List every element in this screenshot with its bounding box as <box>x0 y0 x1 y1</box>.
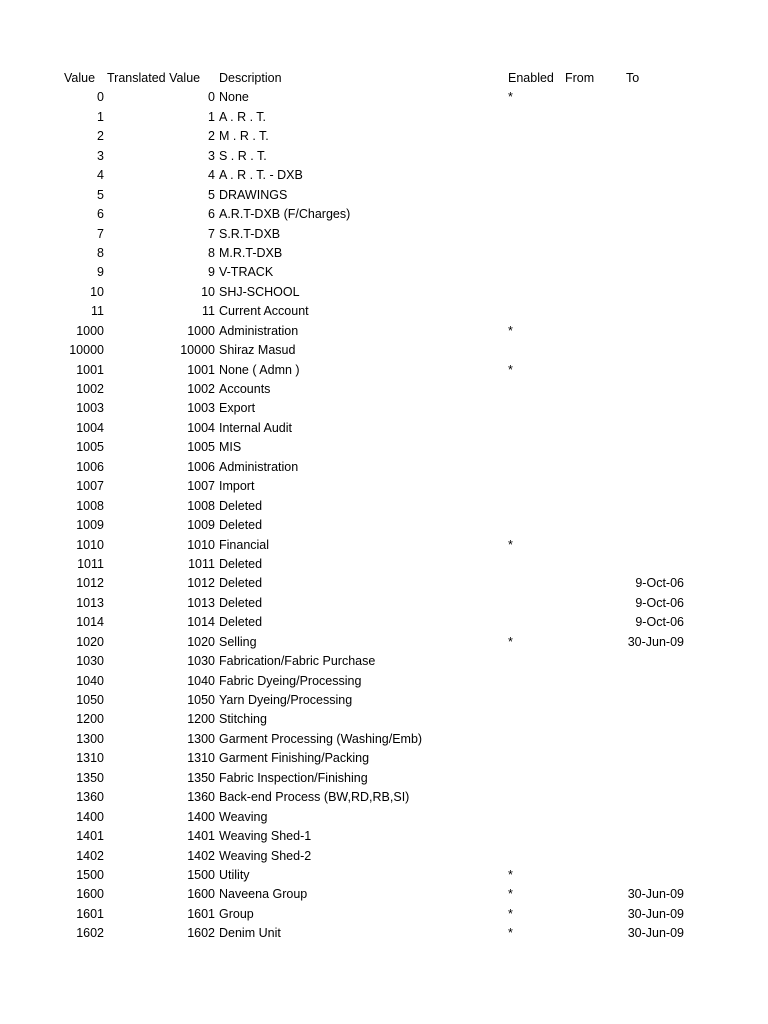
header-value: Value <box>64 71 96 85</box>
cell-enabled: * <box>508 362 513 377</box>
cell-value: 1300 <box>76 731 104 746</box>
cell-value: 1009 <box>76 518 104 533</box>
cell-translated-value: 1013 <box>187 595 215 610</box>
table-row <box>0 808 768 827</box>
cell-value: 1005 <box>76 440 104 455</box>
cell-description: Deleted <box>219 498 263 513</box>
cell-to: 9-Oct-06 <box>635 615 684 630</box>
cell-translated-value: 10 <box>201 284 215 299</box>
cell-enabled: * <box>508 537 513 552</box>
cell-translated-value: 2 <box>208 129 215 144</box>
cell-translated-value: 1020 <box>187 634 215 649</box>
cell-value: 1350 <box>76 770 104 785</box>
cell-description: Fabric Inspection/Finishing <box>219 770 368 785</box>
table-row <box>0 749 768 768</box>
cell-value: 6 <box>97 207 104 222</box>
cell-value: 1601 <box>76 906 104 921</box>
cell-description: Financial <box>219 537 270 552</box>
cell-translated-value: 1000 <box>187 323 215 338</box>
table-row <box>0 672 768 691</box>
table-row <box>0 419 768 438</box>
cell-description: S . R . T. <box>219 148 267 163</box>
cell-value: 10000 <box>69 343 104 358</box>
cell-description: Naveena Group <box>219 887 308 902</box>
cell-translated-value: 1050 <box>187 693 215 707</box>
table-row <box>0 399 768 418</box>
table-row <box>0 108 768 127</box>
cell-translated-value: 9 <box>208 265 215 280</box>
header-row <box>0 69 768 88</box>
cell-translated-value: 1008 <box>187 498 215 513</box>
cell-translated-value: 1012 <box>187 576 215 591</box>
cell-to: 9-Oct-06 <box>635 595 684 610</box>
cell-value: 1602 <box>76 926 104 941</box>
cell-translated-value: 1360 <box>187 790 215 805</box>
cell-description: Accounts <box>219 382 271 396</box>
table-row <box>0 497 768 516</box>
header-enabled: Enabled <box>508 71 554 85</box>
table-row <box>0 905 768 924</box>
cell-value: 1600 <box>76 887 104 902</box>
table-row <box>0 516 768 535</box>
table-row <box>0 88 768 107</box>
cell-translated-value: 1401 <box>187 829 215 844</box>
cell-description: A . R . T. - DXB <box>219 168 303 183</box>
table-row <box>0 380 768 399</box>
cell-description: Weaving Shed-1 <box>219 829 312 844</box>
cell-value: 1003 <box>76 401 104 416</box>
cell-translated-value: 1500 <box>187 867 215 882</box>
header-translated-value: Translated Value <box>107 71 201 85</box>
cell-description: Export <box>219 401 256 416</box>
cell-translated-value: 10000 <box>180 343 215 358</box>
cell-translated-value: 1400 <box>187 809 215 824</box>
cell-value: 1013 <box>76 595 104 610</box>
table-row <box>0 633 768 652</box>
cell-description: Deleted <box>219 556 263 571</box>
cell-translated-value: 1011 <box>188 556 215 571</box>
cell-value: 1000 <box>76 323 104 338</box>
cell-value: 7 <box>97 226 104 241</box>
header-description: Description <box>219 71 282 85</box>
cell-translated-value: 1010 <box>187 537 215 552</box>
table-row <box>0 788 768 807</box>
cell-translated-value: 1300 <box>187 731 215 746</box>
cell-enabled: * <box>508 323 513 338</box>
cell-value: 1500 <box>76 867 104 882</box>
cell-value: 1200 <box>76 712 104 727</box>
cell-description: Current Account <box>219 304 309 319</box>
cell-translated-value: 1001 <box>187 362 215 377</box>
cell-translated-value: 1 <box>208 109 215 124</box>
cell-value: 3 <box>97 148 104 163</box>
table-row <box>0 322 768 341</box>
table-row <box>0 302 768 321</box>
cell-translated-value: 1004 <box>187 420 215 435</box>
cell-translated-value: 1009 <box>187 518 215 533</box>
table-row <box>0 166 768 185</box>
cell-to: 9-Oct-06 <box>635 576 684 591</box>
cell-description: Deleted <box>219 615 263 630</box>
cell-value: 2 <box>97 129 104 144</box>
cell-description: Selling <box>219 634 257 649</box>
cell-enabled: * <box>508 887 513 902</box>
cell-value: 1360 <box>76 790 104 805</box>
cell-value: 11 <box>91 304 104 319</box>
cell-enabled: * <box>508 90 513 105</box>
cell-value: 8 <box>97 245 104 260</box>
cell-translated-value: 1200 <box>187 712 215 727</box>
table-row <box>0 361 768 380</box>
cell-value: 1401 <box>76 829 104 844</box>
cell-translated-value: 1600 <box>187 887 215 902</box>
cell-enabled: * <box>508 634 513 649</box>
cell-translated-value: 1003 <box>187 401 215 416</box>
cell-description: Shiraz Masud <box>219 343 296 358</box>
cell-translated-value: 5 <box>208 187 215 202</box>
cell-enabled: * <box>508 906 513 921</box>
cell-translated-value: 1350 <box>187 770 215 785</box>
cell-description: V-TRACK <box>219 265 274 280</box>
table-row <box>0 730 768 749</box>
table-row <box>0 769 768 788</box>
table-row <box>0 847 768 866</box>
cell-description: A.R.T-DXB (F/Charges) <box>219 207 351 222</box>
table-row <box>0 866 768 885</box>
table-row <box>0 924 768 943</box>
cell-description: Fabrication/Fabric Purchase <box>219 654 376 669</box>
cell-translated-value: 0 <box>208 90 215 105</box>
cell-to: 30-Jun-09 <box>627 634 684 649</box>
cell-translated-value: 7 <box>208 226 215 241</box>
table-row <box>0 438 768 457</box>
table-row <box>0 536 768 555</box>
table-row <box>0 225 768 244</box>
cell-value: 1010 <box>76 537 104 552</box>
cell-description: Deleted <box>219 576 263 591</box>
cell-description: None ( Admn ) <box>219 362 300 377</box>
header-from: From <box>565 71 595 85</box>
cell-description: None <box>219 90 249 105</box>
cell-value: 1008 <box>76 498 104 513</box>
cell-translated-value: 4 <box>208 168 215 183</box>
table-row <box>0 341 768 360</box>
cell-enabled: * <box>508 926 513 941</box>
table-row <box>0 477 768 496</box>
cell-description: Deleted <box>219 518 263 533</box>
table-row <box>0 244 768 263</box>
cell-description: Denim Unit <box>219 926 281 941</box>
cell-description: Fabric Dyeing/Processing <box>219 673 362 688</box>
cell-value: 1 <box>97 109 104 124</box>
table-row <box>0 613 768 632</box>
cell-description: Garment Processing (Washing/Emb) <box>219 731 423 746</box>
cell-to: 30-Jun-09 <box>627 926 684 941</box>
cell-description: DRAWINGS <box>219 187 288 202</box>
cell-description: A . R . T. <box>219 109 267 124</box>
cell-description: Utility <box>219 867 250 882</box>
cell-value: 1402 <box>76 848 104 863</box>
cell-description: Internal Audit <box>219 420 292 435</box>
cell-translated-value: 1006 <box>187 459 215 474</box>
table-row <box>0 205 768 224</box>
cell-value: 1014 <box>76 615 104 630</box>
cell-translated-value: 1007 <box>187 479 215 494</box>
cell-value: 5 <box>97 187 104 202</box>
cell-description: Weaving <box>219 809 268 824</box>
cell-value: 1001 <box>76 362 104 377</box>
table-row <box>0 652 768 671</box>
cell-description: S.R.T-DXB <box>219 226 281 241</box>
cell-translated-value: 1030 <box>187 654 215 669</box>
cell-translated-value: 1601 <box>187 906 215 921</box>
cell-translated-value: 11 <box>202 304 215 319</box>
cell-value: 10 <box>90 284 104 299</box>
cell-to: 30-Jun-09 <box>627 906 684 921</box>
table-row <box>0 263 768 282</box>
table-row <box>0 574 768 593</box>
cell-translated-value: 8 <box>208 245 215 260</box>
cell-value: 1030 <box>76 654 104 669</box>
table-row <box>0 885 768 904</box>
header-to: To <box>626 71 640 85</box>
cell-translated-value: 1014 <box>187 615 215 630</box>
table-body <box>0 88 768 943</box>
cell-value: 1006 <box>76 459 104 474</box>
cell-translated-value: 1310 <box>187 751 215 766</box>
cell-description: Import <box>219 479 255 494</box>
cell-description: M.R.T-DXB <box>219 245 283 260</box>
cell-enabled: * <box>508 867 513 882</box>
table-row <box>0 594 768 613</box>
cell-translated-value: 1005 <box>187 440 215 455</box>
cell-value: 1310 <box>76 751 104 766</box>
table-row <box>0 147 768 166</box>
table-row <box>0 283 768 302</box>
cell-translated-value: 3 <box>208 148 215 163</box>
cell-value: 1007 <box>76 479 104 494</box>
cell-translated-value: 1602 <box>187 926 215 941</box>
cell-description: Garment Finishing/Packing <box>219 751 370 766</box>
value-set-table <box>0 69 768 944</box>
cell-value: 4 <box>97 168 104 183</box>
cell-value: 1004 <box>76 420 104 435</box>
table-row <box>0 458 768 477</box>
cell-description: Administration <box>219 459 299 474</box>
cell-value: 1011 <box>77 556 104 571</box>
cell-description: Back-end Process (BW,RD,RB,SI) <box>219 790 410 805</box>
cell-description: Group <box>219 906 254 921</box>
cell-description: Administration <box>219 323 299 338</box>
table-row <box>0 127 768 146</box>
cell-description: Yarn Dyeing/Processing <box>219 693 353 707</box>
cell-value: 1020 <box>76 634 104 649</box>
cell-value: 1400 <box>76 809 104 824</box>
cell-description: SHJ-SCHOOL <box>219 284 300 299</box>
cell-translated-value: 1002 <box>187 382 215 396</box>
cell-translated-value: 6 <box>208 207 215 222</box>
cell-to: 30-Jun-09 <box>627 887 684 902</box>
cell-description: MIS <box>219 440 242 455</box>
table-row <box>0 555 768 574</box>
cell-value: 0 <box>97 90 104 105</box>
cell-description: Stitching <box>219 712 267 727</box>
table-row <box>0 710 768 729</box>
cell-value: 1002 <box>76 382 104 396</box>
cell-translated-value: 1402 <box>187 848 215 863</box>
cell-description: M . R . T. <box>219 129 269 144</box>
cell-value: 1050 <box>76 693 104 707</box>
cell-value: 9 <box>97 265 104 280</box>
table-row <box>0 691 768 710</box>
cell-value: 1012 <box>76 576 104 591</box>
cell-description: Weaving Shed-2 <box>219 848 312 863</box>
cell-value: 1040 <box>76 673 104 688</box>
table-row <box>0 186 768 205</box>
cell-translated-value: 1040 <box>187 673 215 688</box>
table-row <box>0 827 768 846</box>
cell-description: Deleted <box>219 595 263 610</box>
